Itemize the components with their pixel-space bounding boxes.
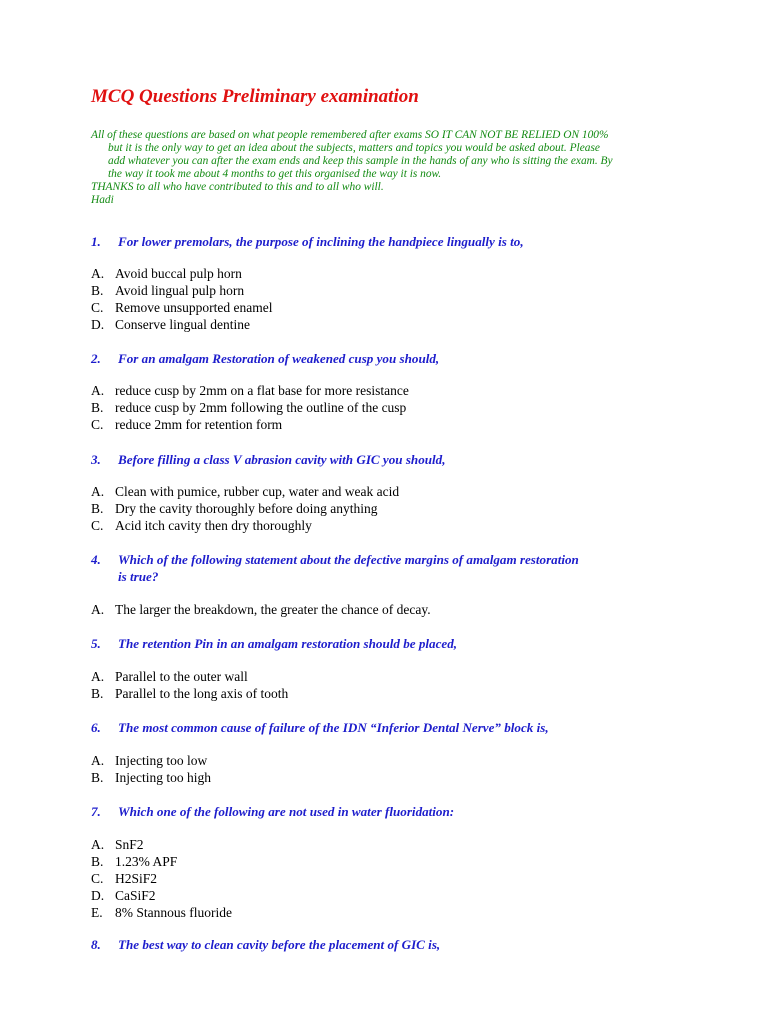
option-text: reduce cusp by 2mm on a flat base for more resistance <box>115 383 409 398</box>
option-letter: B. <box>91 501 104 516</box>
intro-line: All of these questions are based on what people remembered after exams SO IT CAN NOT BE RELIED ON 100% <box>91 129 609 141</box>
question-7 <box>91 803 691 820</box>
answer-option <box>91 769 691 786</box>
option-letter: A. <box>91 602 105 617</box>
option-text: Injecting too high <box>115 770 211 785</box>
intro-line: but it is the only way to get an idea about the subjects, matters and topics you would be asked about. Please <box>108 142 600 155</box>
intro-note <box>91 129 691 208</box>
answer-option <box>91 887 691 904</box>
question-number: 1. <box>91 234 101 249</box>
option-letter: C. <box>91 871 104 886</box>
option-letter: C. <box>91 518 104 533</box>
option-letter: B. <box>91 770 104 785</box>
question-2-options <box>91 382 691 433</box>
option-letter: A. <box>91 669 105 684</box>
option-letter: B. <box>91 400 104 415</box>
intro-line: add whatever you can after the exam ends and keep this sample in the hands of any who is sitting the exam. By <box>108 155 613 168</box>
question-text: Before filling a class V abrasion cavity with GIC you should, <box>118 452 446 467</box>
question-5-options <box>91 668 691 702</box>
question-text-continued: is true? <box>118 569 159 584</box>
question-1 <box>91 233 691 250</box>
question-number: 8. <box>91 937 101 952</box>
option-text: Parallel to the long axis of tooth <box>115 686 289 701</box>
option-text: Dry the cavity thoroughly before doing anything <box>115 501 378 516</box>
option-letter: A. <box>91 383 105 398</box>
question-text: The most common cause of failure of the IDN “Inferior Dental Nerve” block is, <box>118 720 549 735</box>
answer-option <box>91 601 691 618</box>
question-2 <box>91 350 691 367</box>
question-6 <box>91 719 691 736</box>
option-text: H2SiF2 <box>115 871 158 886</box>
question-text: Which one of the following are not used in water fluoridation: <box>118 804 455 819</box>
option-letter: A. <box>91 837 105 852</box>
option-letter: C. <box>91 300 104 315</box>
option-letter: B. <box>91 686 104 701</box>
answer-option <box>91 500 691 517</box>
answer-option <box>91 316 691 333</box>
question-text: Which of the following statement about the defective margins of amalgam restoration <box>118 552 579 567</box>
question-7-options <box>91 836 691 921</box>
question-text: For an amalgam Restoration of weakened cusp you should, <box>118 351 440 366</box>
option-text: 8% Stannous fluoride <box>115 905 232 920</box>
option-letter: A. <box>91 484 105 499</box>
intro-line: THANKS to all who have contributed to this and to all who will. <box>91 181 384 194</box>
answer-option <box>91 904 691 921</box>
option-letter: A. <box>91 753 105 768</box>
question-number: 6. <box>91 720 101 735</box>
answer-option <box>91 299 691 316</box>
question-8 <box>91 936 691 953</box>
question-text: The best way to clean cavity before the placement of GIC is, <box>118 937 441 952</box>
answer-option <box>91 282 691 299</box>
answer-option <box>91 752 691 769</box>
answer-option <box>91 416 691 433</box>
answer-option <box>91 685 691 702</box>
option-text: CaSiF2 <box>115 888 156 903</box>
option-letter: B. <box>91 854 104 869</box>
question-5 <box>91 635 691 652</box>
option-text: Conserve lingual dentine <box>115 317 250 332</box>
option-text: Acid itch cavity then dry thoroughly <box>115 518 312 533</box>
question-1-options <box>91 265 691 333</box>
option-text: Avoid lingual pulp horn <box>115 283 245 298</box>
option-letter: C. <box>91 417 104 432</box>
question-number: 7. <box>91 804 101 819</box>
option-letter: E. <box>91 905 103 920</box>
question-3 <box>91 451 691 468</box>
option-text: The larger the breakdown, the greater the chance of decay. <box>115 602 431 617</box>
option-letter: D. <box>91 888 105 903</box>
option-letter: B. <box>91 283 104 298</box>
option-text: Avoid buccal pulp horn <box>115 266 242 281</box>
question-4 <box>91 551 691 585</box>
option-text: Clean with pumice, rubber cup, water and weak acid <box>115 484 400 499</box>
answer-option <box>91 399 691 416</box>
question-4-options <box>91 601 691 618</box>
question-number: 3. <box>91 452 101 467</box>
option-text: reduce cusp by 2mm following the outline of the cusp <box>115 400 407 415</box>
option-text: Parallel to the outer wall <box>115 669 248 684</box>
intro-line: the way it took me about 4 months to get this organised the way it is now. <box>108 168 442 181</box>
question-text: For lower premolars, the purpose of inclining the handpiece lingually is to, <box>118 234 524 249</box>
option-text: Injecting too low <box>115 753 208 768</box>
answer-option <box>91 483 691 500</box>
option-letter: D. <box>91 317 105 332</box>
answer-option <box>91 870 691 887</box>
question-number: 2. <box>91 351 101 366</box>
answer-option <box>91 853 691 870</box>
question-3-options <box>91 483 691 534</box>
option-text: reduce 2mm for retention form <box>115 417 283 432</box>
option-text: SnF2 <box>115 837 144 852</box>
question-number: 4. <box>91 552 101 567</box>
option-text: Remove unsupported enamel <box>115 300 273 315</box>
answer-option <box>91 382 691 399</box>
option-text: 1.23% APF <box>115 854 178 869</box>
question-number: 5. <box>91 636 101 651</box>
document-title: MCQ Questions Preliminary examination <box>91 86 419 107</box>
option-letter: A. <box>91 266 105 281</box>
answer-option <box>91 836 691 853</box>
answer-option <box>91 517 691 534</box>
question-6-options <box>91 752 691 786</box>
intro-signature: Hadi <box>91 194 114 207</box>
answer-option <box>91 265 691 282</box>
answer-option <box>91 668 691 685</box>
question-text: The retention Pin in an amalgam restoration should be placed, <box>118 636 458 651</box>
